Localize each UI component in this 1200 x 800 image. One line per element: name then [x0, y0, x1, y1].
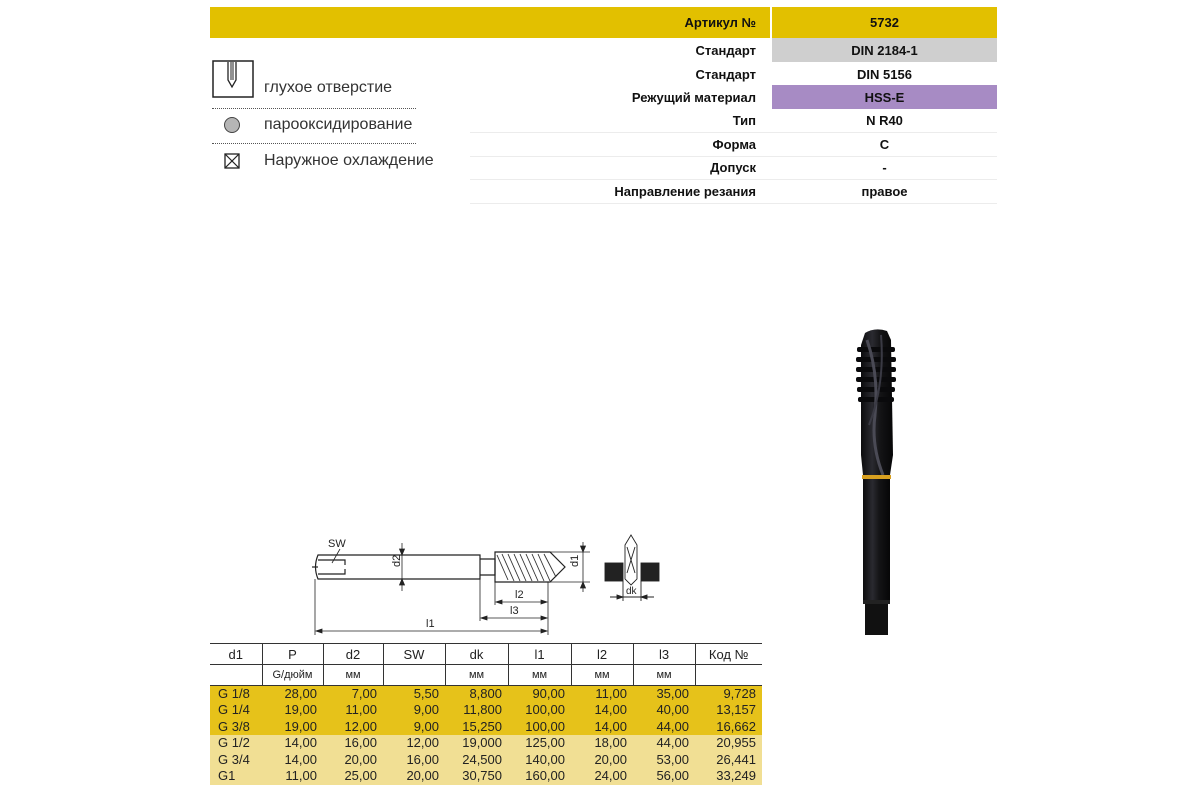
sw-label: SW	[328, 538, 346, 550]
column-header: l2	[571, 644, 633, 665]
table-cell-sw: 16,00	[383, 752, 445, 769]
spec-row-type	[470, 109, 997, 133]
spec-value: правое	[861, 184, 908, 199]
table-cell-dk: 30,750	[445, 768, 508, 785]
spec-label: Стандарт	[695, 66, 756, 82]
steam-oxidized-icon	[212, 115, 254, 135]
spec-value: HSS-E	[772, 85, 997, 109]
table-row	[210, 735, 762, 752]
table-cell-l1: 100,00	[508, 702, 571, 719]
table-cell-d2: 7,00	[323, 686, 383, 703]
spec-label: Допуск	[710, 160, 756, 175]
table-body	[210, 686, 762, 785]
l1-label: l1	[426, 618, 435, 630]
spec-row-form	[470, 133, 997, 157]
table-cell-d1: G 1/4	[210, 702, 262, 719]
table-cell-dk: 15,250	[445, 719, 508, 736]
table-cell-p: 11,00	[262, 768, 323, 785]
table-cell-l3: 44,00	[633, 719, 695, 736]
legend-item-external-cooling	[212, 151, 434, 171]
table-row	[210, 768, 762, 785]
column-unit: мм	[571, 665, 633, 686]
table-cell-: 9,728	[695, 686, 762, 703]
tap-product-image	[845, 325, 910, 640]
spec-label: Режущий материал	[631, 89, 756, 105]
table-cell-p: 14,00	[262, 752, 323, 769]
spec-value: DIN 2184-1	[772, 38, 997, 62]
table-cell-p: 19,00	[262, 702, 323, 719]
legend-item-steam-oxidized	[212, 115, 412, 135]
legend-label: глухое отверстие	[264, 79, 393, 96]
d2-label: d2	[391, 554, 403, 567]
spec-row-standard-1	[470, 38, 997, 62]
table-cell-l2: 20,00	[571, 752, 633, 769]
table-cell-d1: G 3/4	[210, 752, 262, 769]
table-cell-l2: 24,00	[571, 768, 633, 785]
table-row	[210, 702, 762, 719]
legend-label: Наружное охлаждение	[264, 152, 434, 169]
spec-label: Форма	[712, 137, 756, 152]
spec-value: C	[879, 137, 890, 152]
table-cell-sw: 12,00	[383, 735, 445, 752]
table-cell-p: 28,00	[262, 686, 323, 703]
table-cell-l2: 14,00	[571, 702, 633, 719]
column-header: l1	[508, 644, 571, 665]
spec-label: Артикул №	[684, 14, 756, 30]
table-cell-dk: 11,800	[445, 702, 508, 719]
column-unit: G/дюйм	[262, 665, 323, 686]
spec-label: Стандарт	[695, 42, 756, 58]
column-unit	[210, 665, 262, 686]
table-cell-l3: 40,00	[633, 702, 695, 719]
table-cell-d1: G 1/2	[210, 735, 262, 752]
table-cell-d2: 11,00	[323, 702, 383, 719]
column-unit	[695, 665, 762, 686]
spec-label: Направление резания	[614, 184, 756, 199]
spec-value: DIN 5156	[857, 66, 912, 82]
table-units-row	[210, 665, 762, 686]
table-cell-dk: 8,800	[445, 686, 508, 703]
dk-label: dk	[626, 586, 637, 597]
table-cell-: 20,955	[695, 735, 762, 752]
table-cell-: 16,662	[695, 719, 762, 736]
blind-hole-icon	[212, 60, 254, 98]
spec-value: -	[882, 160, 887, 175]
column-header: P	[262, 644, 323, 665]
table-cell-l1: 160,00	[508, 768, 571, 785]
table-cell-p: 14,00	[262, 735, 323, 752]
table-cell-l1: 90,00	[508, 686, 571, 703]
spec-value: 5732	[870, 14, 899, 30]
legend-divider	[212, 143, 416, 144]
table-cell-l3: 44,00	[633, 735, 695, 752]
table-row	[210, 719, 762, 736]
column-unit: мм	[323, 665, 383, 686]
column-header: Код №	[695, 644, 762, 665]
table-cell-: 33,249	[695, 768, 762, 785]
table-cell-l3: 53,00	[633, 752, 695, 769]
table-header-row	[210, 644, 762, 665]
spec-label: Тип	[732, 113, 756, 128]
spec-row-standard-2	[470, 62, 997, 86]
spec-value: N R40	[866, 113, 903, 128]
table-cell-sw: 20,00	[383, 768, 445, 785]
dimensions-table	[210, 643, 762, 785]
table-cell-: 26,441	[695, 752, 762, 769]
table-row	[210, 752, 762, 769]
column-unit: мм	[445, 665, 508, 686]
table-cell-p: 19,00	[262, 719, 323, 736]
column-header: dk	[445, 644, 508, 665]
spec-row-article	[470, 10, 997, 34]
external-cooling-icon	[212, 151, 254, 171]
column-header: d1	[210, 644, 262, 665]
technical-drawing	[300, 525, 670, 635]
l3-label: l3	[510, 605, 519, 617]
column-unit: мм	[633, 665, 695, 686]
d1-label: d1	[569, 554, 581, 567]
table-cell-d2: 25,00	[323, 768, 383, 785]
table-row	[210, 686, 762, 703]
table-cell-l3: 35,00	[633, 686, 695, 703]
table-cell-l1: 140,00	[508, 752, 571, 769]
legend-divider	[212, 108, 416, 109]
legend-item-blind-hole	[212, 60, 392, 98]
spec-row-tolerance	[470, 156, 997, 180]
table-cell-d2: 16,00	[323, 735, 383, 752]
sw-leader	[332, 549, 340, 563]
table-cell-sw: 9,00	[383, 702, 445, 719]
table-cell-l2: 14,00	[571, 719, 633, 736]
column-unit	[383, 665, 445, 686]
table-cell-: 13,157	[695, 702, 762, 719]
column-unit: мм	[508, 665, 571, 686]
table-cell-sw: 5,50	[383, 686, 445, 703]
column-header: SW	[383, 644, 445, 665]
column-header: l3	[633, 644, 695, 665]
thread-hatching	[497, 554, 556, 581]
table-cell-l2: 11,00	[571, 686, 633, 703]
spec-row-material	[470, 85, 997, 109]
table-cell-l1: 100,00	[508, 719, 571, 736]
table-cell-dk: 19,000	[445, 735, 508, 752]
table-cell-d2: 12,00	[323, 719, 383, 736]
table-cell-d1: G 1/8	[210, 686, 262, 703]
table-cell-l2: 18,00	[571, 735, 633, 752]
legend-label: парооксидирование	[264, 116, 413, 133]
column-header: d2	[323, 644, 383, 665]
spec-row-cutting-direction	[470, 180, 997, 204]
table-cell-l3: 56,00	[633, 768, 695, 785]
table-cell-d1: G1	[210, 768, 262, 785]
table-cell-dk: 24,500	[445, 752, 508, 769]
table-cell-l1: 125,00	[508, 735, 571, 752]
l2-label: l2	[515, 589, 524, 601]
table-cell-d2: 20,00	[323, 752, 383, 769]
table-cell-d1: G 3/8	[210, 719, 262, 736]
table-cell-sw: 9,00	[383, 719, 445, 736]
